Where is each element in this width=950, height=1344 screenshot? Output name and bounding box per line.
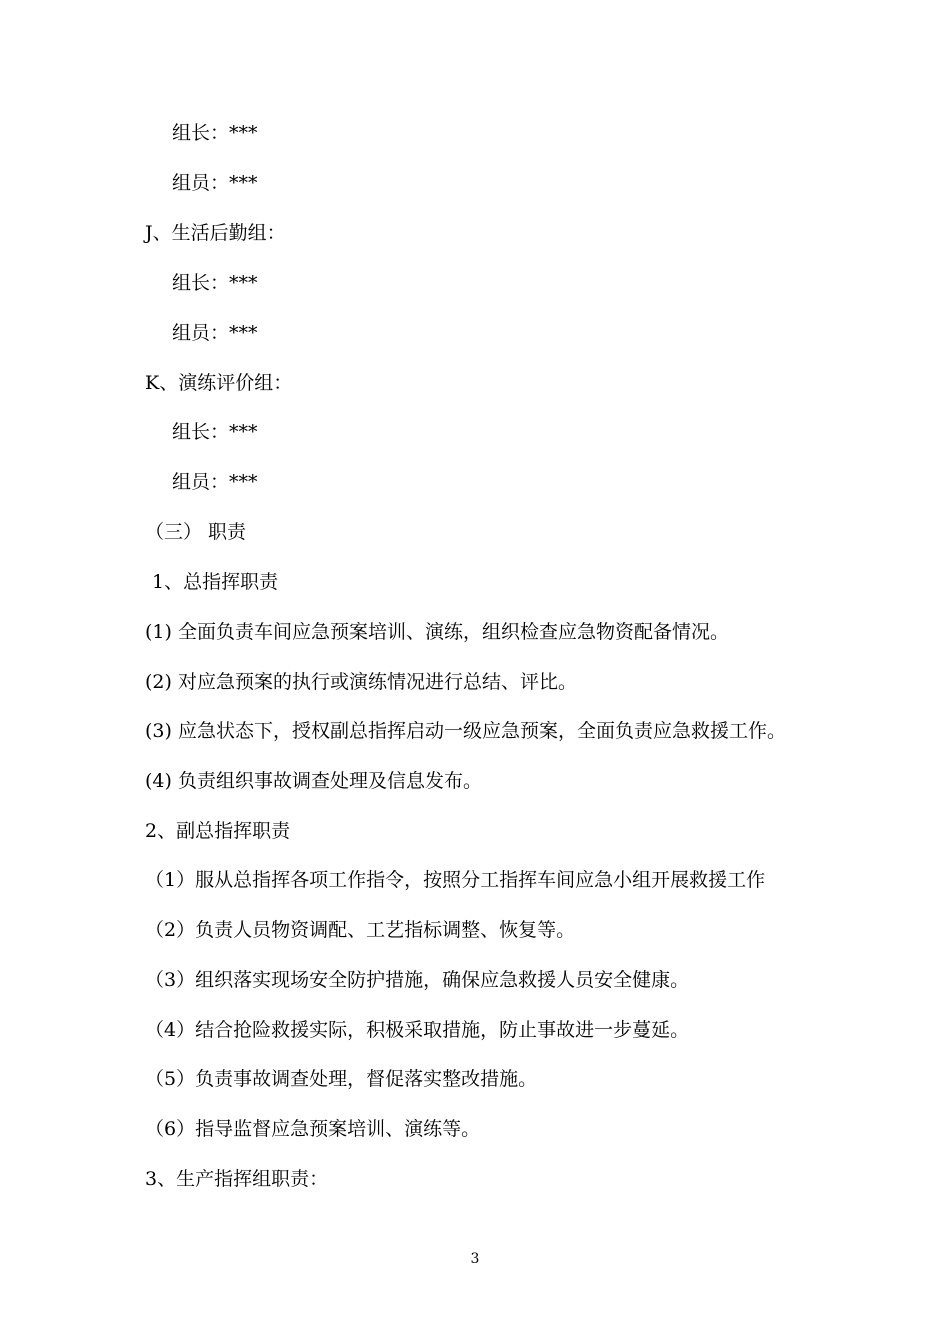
section-heading-k: K、演练评价组： <box>145 372 293 394</box>
duty-item: （5）负责事故调查处理，督促落实整改措施。 <box>145 1068 538 1090</box>
section-heading-duties: （三） 职责 <box>145 521 247 543</box>
duty-item: (4) 负责组织事故调查处理及信息发布。 <box>145 770 482 792</box>
group-member-line: 组员：*** <box>172 322 258 344</box>
duty-item: （2）负责人员物资调配、工艺指标调整、恢复等。 <box>145 919 576 941</box>
group-leader-line: 组长：*** <box>172 421 258 443</box>
duty-item: （1）服从总指挥各项工作指令，按照分工指挥车间应急小组开展救援工作 <box>145 869 766 891</box>
duty-item: （3）组织落实现场安全防护措施，确保应急救援人员安全健康。 <box>145 969 690 991</box>
duty-item: (2) 对应急预案的执行或演练情况进行总结、评比。 <box>145 671 577 693</box>
duty-item: (3) 应急状态下，授权副总指挥启动一级应急预案，全面负责应急救援工作。 <box>145 720 786 742</box>
subheading-deputy-duties: 2、副总指挥职责 <box>145 820 291 842</box>
subheading-production-duties: 3、生产指挥组职责： <box>145 1168 329 1190</box>
section-heading-j: J、生活后勤组： <box>145 222 286 244</box>
group-member-line: 组员：*** <box>172 471 258 493</box>
group-leader-line: 组长：*** <box>172 272 258 294</box>
group-leader-line: 组长：*** <box>172 122 258 144</box>
page-number: 3 <box>470 1251 480 1267</box>
duty-item: （4）结合抢险救援实际，积极采取措施，防止事故进一步蔓延。 <box>145 1019 690 1041</box>
duty-item: （6）指导监督应急预案培训、演练等。 <box>145 1118 481 1140</box>
group-member-line: 组员：*** <box>172 172 258 194</box>
subheading-commander-duties: 1、总指挥职责 <box>152 571 279 593</box>
duty-item: (1) 全面负责车间应急预案培训、演练，组织检查应急物资配备情况。 <box>145 621 729 643</box>
